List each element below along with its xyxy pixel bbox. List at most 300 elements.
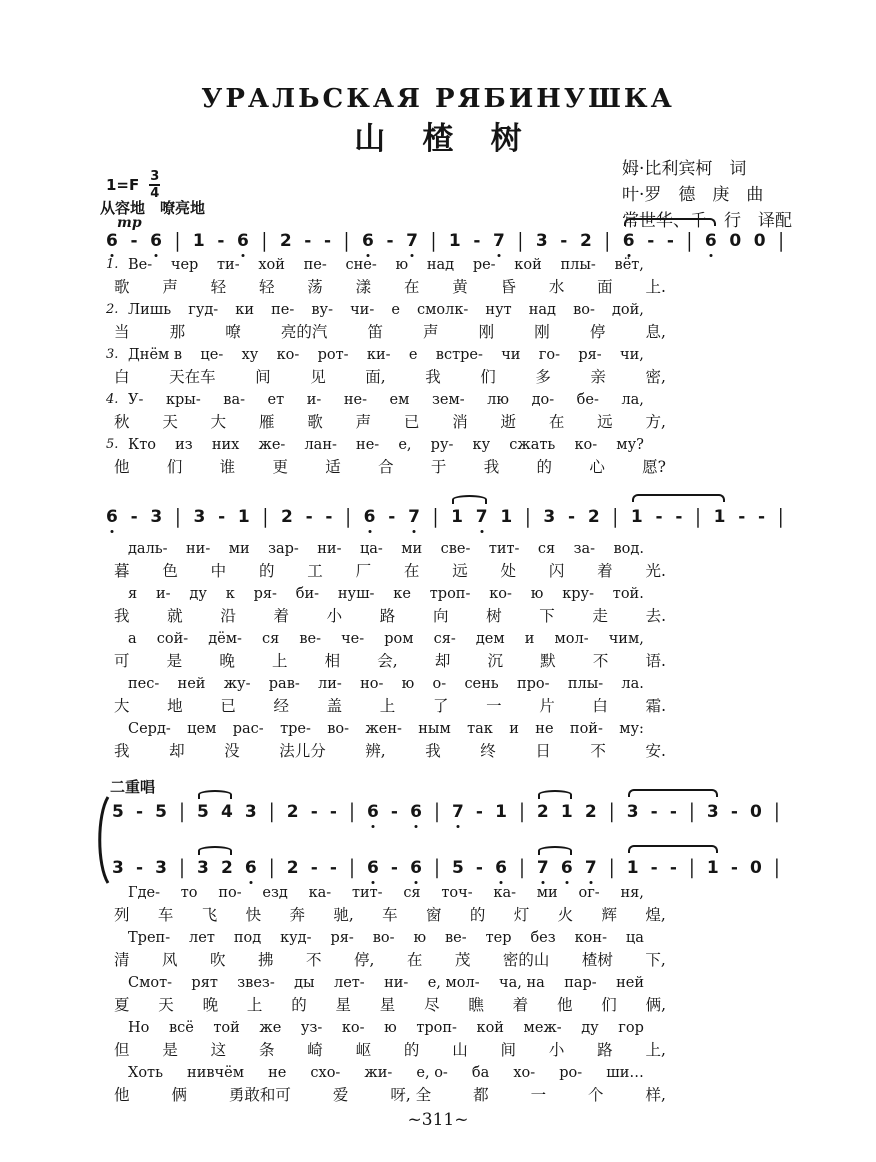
- barline: |: [430, 229, 437, 253]
- duration-dash: -: [647, 231, 655, 251]
- syllable-russian: ве-: [299, 631, 322, 647]
- syllable-russian: ни-: [384, 975, 409, 991]
- syllable-russian: чи-: [350, 302, 375, 318]
- syllable-chinese: 歌: [307, 413, 323, 431]
- note: 7: [584, 858, 597, 878]
- syllable-chinese: 了: [432, 697, 449, 715]
- duration-dash: -: [386, 231, 394, 251]
- syllable-chinese: 相: [324, 652, 341, 670]
- note: 1: [237, 507, 250, 527]
- lyrics-russian-row: [106, 390, 644, 411]
- syllable-chinese: 是: [166, 652, 183, 670]
- syllable-chinese: 灯: [513, 906, 530, 924]
- syllable-russian: нивчём: [187, 1065, 244, 1081]
- syllable-russian: е, мол-: [427, 975, 480, 991]
- syllable-russian: ми: [536, 885, 558, 901]
- syllable-russian: ку: [472, 437, 491, 453]
- verse-number: 3.: [106, 347, 119, 362]
- duration-dash: -: [666, 231, 674, 251]
- lyrics-chinese-row: [114, 560, 666, 583]
- syllable-russian: ря-: [578, 347, 602, 363]
- syllable-russian: ко-: [341, 1020, 365, 1036]
- syllable-russian: нуш-: [337, 586, 375, 602]
- syllable-russian: ю: [413, 930, 427, 946]
- duration-dash: -: [475, 802, 483, 822]
- syllable-russian: во-: [372, 930, 395, 946]
- syllable-russian: ко-: [574, 437, 598, 453]
- syllable-chinese: 不: [590, 742, 606, 760]
- duration-dash: -: [323, 231, 332, 251]
- syllable-russian: не-: [343, 392, 367, 408]
- syllable-russian: так: [467, 721, 493, 737]
- syllable-russian: пе-: [271, 302, 295, 318]
- syllable-russian: Ве-: [128, 257, 153, 273]
- syllable-russian: а: [128, 631, 137, 647]
- syllable-chinese: 逝: [500, 413, 517, 431]
- music-line-1: [106, 230, 784, 254]
- syllable-chinese: 漾: [355, 278, 372, 296]
- syllable-chinese: 是: [162, 1041, 178, 1059]
- syllable-russian: вёт,: [614, 257, 644, 273]
- duration-dash: -: [390, 858, 398, 878]
- verse-number: 1.: [106, 257, 119, 272]
- syllable-chinese: 们: [601, 996, 617, 1014]
- barline: |: [695, 505, 701, 529]
- syllable-russian: же: [259, 1020, 282, 1036]
- credits-block: [622, 156, 792, 234]
- note: 3: [193, 507, 206, 527]
- note: 1: [448, 231, 461, 251]
- syllable-russian: них: [211, 437, 240, 453]
- lyrics-chinese-row: [114, 1084, 666, 1107]
- syllable-russian: всё: [168, 1020, 194, 1036]
- barline: |: [349, 856, 355, 880]
- syllable-russian: Хоть: [128, 1065, 163, 1081]
- syllable-russian: ем: [389, 392, 410, 408]
- syllable-chinese: 日: [535, 742, 551, 760]
- syllable-chinese: 色: [162, 562, 178, 580]
- syllable-chinese: 天: [162, 413, 178, 431]
- lyrics-russian-row: [128, 973, 644, 994]
- note: 6: [560, 858, 573, 878]
- syllable-chinese: 着: [597, 562, 613, 580]
- syllable-russian: ся-: [433, 631, 456, 647]
- note: 1: [192, 231, 205, 251]
- syllable-russian: че-: [341, 631, 365, 647]
- syllable-russian: ре-: [472, 257, 496, 273]
- syllable-chinese: 晚: [202, 996, 219, 1014]
- note: 6: [363, 507, 376, 527]
- syllable-russian: дём-: [208, 631, 242, 647]
- verse-block-3: [106, 883, 784, 1108]
- key-label: 1=F: [106, 176, 140, 194]
- lyrics-chinese-row: [114, 456, 666, 479]
- lyrics-russian-row: [128, 1063, 644, 1084]
- syllable-chinese: 星: [335, 996, 351, 1014]
- syllable-russian: ром: [384, 631, 414, 647]
- syllable-chinese: 笛: [367, 323, 383, 341]
- syllable-chinese: 声: [423, 323, 439, 341]
- syllable-chinese: 可: [114, 652, 130, 670]
- duration-dash: -: [669, 858, 677, 878]
- syllable-chinese: 当: [114, 323, 130, 341]
- syllable-russian: Треп-: [128, 930, 171, 946]
- note: 3: [155, 858, 167, 878]
- syllable-russian: тит-: [488, 541, 520, 557]
- syllable-chinese: 白: [114, 368, 130, 386]
- syllable-chinese: 的: [536, 458, 553, 476]
- page-number: ~311~: [407, 1110, 469, 1130]
- syllable-russian: кры-: [165, 392, 201, 408]
- syllable-chinese: 方,: [645, 413, 666, 431]
- syllable-russian: пой-: [569, 721, 603, 737]
- syllable-chinese: 暮: [114, 562, 130, 580]
- lyrics-russian-row: [106, 255, 644, 276]
- syllable-chinese: 上.: [645, 278, 666, 296]
- syllable-russian: той: [213, 1020, 240, 1036]
- syllable-russian: ю: [384, 1020, 397, 1036]
- barline: |: [268, 800, 275, 824]
- barline: |: [778, 229, 784, 253]
- duration-dash: -: [568, 507, 576, 527]
- syllable-chinese: 大: [210, 413, 227, 431]
- syllable-chinese: 们: [166, 458, 183, 476]
- syllable-chinese: 呀, 全: [390, 1086, 432, 1104]
- syllable-russian: сжать: [509, 437, 556, 453]
- duration-dash: -: [329, 858, 337, 878]
- rest-note: 0: [750, 802, 762, 822]
- syllable-chinese: 的: [291, 996, 307, 1014]
- syllable-chinese: 楂树: [581, 951, 613, 969]
- duration-dash: -: [310, 858, 318, 878]
- syllable-russian: ю: [401, 676, 415, 692]
- syllable-chinese: 晚: [219, 652, 235, 670]
- syllable-chinese: 远: [452, 562, 468, 580]
- syllable-chinese: 山: [452, 1041, 468, 1059]
- syllable-chinese: 小: [548, 1041, 565, 1059]
- syllable-chinese: 下,: [645, 951, 666, 969]
- syllable-russian: ва-: [223, 392, 245, 408]
- note: 2: [279, 231, 292, 251]
- syllable-russian: о-: [432, 676, 447, 692]
- syllable-chinese: 我: [114, 742, 130, 760]
- syllable-chinese: 沉: [487, 652, 504, 670]
- syllable-russian: Где-: [128, 885, 161, 901]
- syllable-russian: той.: [612, 586, 644, 602]
- rest-note: 0: [753, 231, 766, 251]
- syllable-chinese: 在: [548, 413, 565, 431]
- syllable-chinese: 法儿分: [279, 742, 326, 760]
- note: 6: [495, 858, 507, 878]
- syllable-russian: тре-: [280, 721, 311, 737]
- syllable-russian: вод.: [613, 541, 644, 557]
- syllable-chinese: 安.: [645, 742, 666, 760]
- syllable-chinese: 闪: [548, 562, 565, 580]
- barline: |: [604, 229, 611, 253]
- barline: |: [524, 505, 531, 529]
- barline: |: [686, 229, 693, 253]
- note: 2: [280, 507, 293, 527]
- lyrics-chinese-row: [114, 366, 666, 389]
- syllable-chinese: 愿?: [642, 458, 666, 476]
- syllable-russian: Лишь: [128, 302, 172, 318]
- duration-dash: -: [758, 507, 766, 527]
- syllable-russian: Но: [128, 1020, 150, 1036]
- syllable-chinese: 间: [255, 368, 271, 386]
- syllable-chinese: 不: [592, 652, 609, 670]
- syllable-chinese: 心: [589, 458, 605, 476]
- verse-pair: [106, 539, 784, 583]
- barline: |: [174, 229, 181, 253]
- lyrics-chinese-row: [114, 1039, 666, 1062]
- syllable-chinese: 处: [500, 562, 517, 580]
- barline: |: [432, 505, 439, 529]
- title-chinese: 山楂树: [354, 121, 559, 157]
- duration-dash: -: [655, 507, 663, 527]
- note: 2: [220, 858, 233, 878]
- syllable-chinese: 更: [272, 458, 288, 476]
- syllable-russian: сой-: [156, 631, 189, 647]
- syllable-russian: ка-: [493, 885, 516, 901]
- note: 7: [408, 507, 420, 527]
- duration-dash: -: [730, 802, 738, 822]
- syllable-chinese: 火: [557, 906, 574, 924]
- syllable-russian: кой: [514, 257, 542, 273]
- syllable-chinese: 俩,: [645, 996, 666, 1014]
- duration-dash: -: [135, 802, 144, 822]
- syllable-russian: го-: [538, 347, 561, 363]
- credit-translators: 常世华、千 行 译配: [622, 211, 792, 231]
- syllable-russian: чи: [501, 347, 521, 363]
- syllable-chinese: 片: [539, 697, 555, 715]
- syllable-chinese: 经: [273, 697, 289, 715]
- lyrics-russian-row: [128, 674, 644, 695]
- note: 5: [451, 858, 464, 878]
- duration-dash: -: [669, 802, 677, 822]
- syllable-chinese: 声: [162, 278, 178, 296]
- note: 6: [244, 858, 257, 878]
- syllable-russian: смолк-: [417, 302, 469, 318]
- syllable-chinese: 黄: [452, 278, 468, 296]
- duet-label: 二重唱: [110, 778, 156, 796]
- note: 3: [535, 231, 548, 251]
- verse-pair: [106, 674, 784, 718]
- syllable-chinese: 驰,: [333, 906, 354, 924]
- note: 7: [475, 507, 488, 527]
- duration-dash: -: [310, 802, 318, 822]
- syllable-russian: не-: [356, 437, 380, 453]
- note: 6: [106, 231, 118, 251]
- syllable-russian: нут: [485, 302, 512, 318]
- lyrics-russian-row: [106, 345, 644, 366]
- verse-pair: [106, 255, 784, 299]
- note: 6: [237, 231, 249, 251]
- note: 6: [410, 858, 422, 878]
- syllable-chinese: 却: [434, 652, 451, 670]
- syllable-russian: ря-: [330, 930, 354, 946]
- verse-pair: [106, 390, 784, 434]
- syllable-chinese: 水: [548, 278, 565, 296]
- syllable-russian: рот-: [317, 347, 349, 363]
- syllable-russian: ни-: [317, 541, 342, 557]
- syllable-chinese: 我: [114, 607, 130, 625]
- slur-arc: [198, 846, 232, 855]
- syllable-russian: Кто: [128, 437, 156, 453]
- syllable-chinese: 却: [169, 742, 185, 760]
- syllable-chinese: 盖: [326, 697, 343, 715]
- syllable-russian: ным: [418, 721, 451, 737]
- barline: |: [608, 800, 615, 824]
- verse-number: 4.: [106, 392, 119, 407]
- syllable-russian: даль-: [128, 541, 168, 557]
- note: 3: [112, 858, 124, 878]
- syllable-chinese: 于: [430, 458, 447, 476]
- barline: |: [774, 800, 780, 824]
- syllable-russian: ду: [581, 1020, 599, 1036]
- note: 1: [451, 507, 463, 527]
- note: 1: [626, 858, 639, 878]
- syllable-chinese: 刚: [534, 323, 550, 341]
- duration-dash: -: [650, 858, 658, 878]
- note: 1: [500, 507, 513, 527]
- lyrics-russian-row: [106, 435, 644, 456]
- note: 7: [536, 858, 549, 878]
- syllable-russian: му:: [619, 721, 644, 737]
- syllable-russian: ней: [177, 676, 206, 692]
- syllable-russian: над: [426, 257, 455, 273]
- lyrics-russian-row: [106, 300, 644, 321]
- syllable-russian: ши…: [606, 1065, 644, 1081]
- syllable-chinese: 消: [452, 413, 468, 431]
- syllable-chinese: 在: [403, 562, 420, 580]
- syllable-russian: У-: [128, 392, 144, 408]
- syllable-russian: жен-: [365, 721, 402, 737]
- syllable-chinese: 面,: [365, 368, 386, 386]
- syllable-chinese: 他: [556, 996, 573, 1014]
- syllable-russian: во-: [573, 302, 595, 318]
- duet-brace: [95, 795, 111, 885]
- syllable-chinese: 间: [500, 1041, 517, 1059]
- syllable-russian: жу-: [223, 676, 251, 692]
- note: 3: [543, 507, 556, 527]
- syllable-russian: ца: [625, 930, 644, 946]
- duration-dash: -: [388, 507, 396, 527]
- note: 2: [587, 507, 600, 527]
- syllable-russian: лет-: [333, 975, 365, 991]
- syllable-chinese: 个: [588, 1086, 604, 1104]
- syllable-chinese: 上: [379, 697, 396, 715]
- syllable-chinese: 在: [406, 951, 423, 969]
- lyrics-russian-row: [128, 928, 644, 949]
- syllable-chinese: 工: [307, 562, 323, 580]
- syllable-chinese: 会,: [377, 652, 398, 670]
- verse-number: 2.: [106, 302, 119, 317]
- syllable-russian: зем-: [431, 392, 465, 408]
- note: 6: [704, 231, 717, 251]
- syllable-russian: меж-: [523, 1020, 562, 1036]
- note: 1: [630, 507, 643, 527]
- rest-note: 0: [729, 231, 742, 251]
- syllable-chinese: 轻: [210, 278, 227, 296]
- duration-dash: -: [473, 231, 481, 251]
- syllable-chinese: 远: [597, 413, 613, 431]
- syllable-russian: ет: [267, 392, 285, 408]
- syllable-chinese: 终: [480, 742, 496, 760]
- slur-arc: [538, 790, 572, 799]
- syllable-chinese: 下: [539, 607, 555, 625]
- syllable-chinese: 停,: [354, 951, 375, 969]
- syllable-chinese: 夏: [114, 996, 130, 1014]
- syllable-chinese: 爱: [332, 1086, 349, 1104]
- syllable-russian: ве-: [445, 930, 467, 946]
- syllable-russian: рас-: [232, 721, 264, 737]
- syllable-russian: чим,: [608, 631, 644, 647]
- syllable-chinese: 他: [114, 1086, 130, 1104]
- lyrics-russian-row: [128, 584, 644, 605]
- syllable-russian: це-: [200, 347, 224, 363]
- syllable-chinese: 息,: [645, 323, 666, 341]
- syllable-chinese: 光.: [645, 562, 666, 580]
- syllable-chinese: 路: [597, 1041, 613, 1059]
- syllable-chinese: 见: [310, 368, 326, 386]
- tie-arc: [628, 789, 718, 797]
- syllable-russian: ро-: [559, 1065, 583, 1081]
- barline: |: [519, 856, 525, 880]
- syllable-chinese: 列: [114, 906, 130, 924]
- syllable-chinese: 面: [597, 278, 613, 296]
- note: 6: [150, 231, 162, 251]
- barline: |: [689, 800, 695, 824]
- syllable-chinese: 着: [512, 996, 529, 1014]
- lyrics-chinese-row: [114, 695, 666, 718]
- lyrics-chinese-row: [114, 994, 666, 1017]
- syllable-russian: би-: [295, 586, 320, 602]
- syllable-chinese: 亲: [590, 368, 606, 386]
- syllable-chinese: 秋: [114, 413, 130, 431]
- syllable-russian: схо-: [310, 1065, 341, 1081]
- syllable-russian: ся: [403, 885, 421, 901]
- syllable-russian: но-: [360, 676, 384, 692]
- note: 1: [495, 802, 507, 822]
- syllable-chinese: 那: [169, 323, 186, 341]
- barline: |: [179, 800, 185, 824]
- credit-lyricist: 姆·比利宾柯 词: [622, 159, 747, 179]
- syllable-chinese: 都: [473, 1086, 489, 1104]
- syllable-chinese: 嘹: [225, 323, 241, 341]
- barline: |: [774, 856, 780, 880]
- barline: |: [517, 229, 524, 253]
- syllable-chinese: 瞧: [468, 996, 484, 1014]
- syllable-chinese: 俩: [171, 1086, 187, 1104]
- barline: |: [175, 505, 181, 529]
- lyrics-chinese-row: [114, 949, 666, 972]
- verse-block-2: [106, 539, 784, 764]
- verse-pair: [106, 1018, 784, 1062]
- barline: |: [268, 856, 275, 880]
- verse-pair: [106, 435, 784, 479]
- verse-pair: [106, 629, 784, 673]
- syllable-russian: ла,: [621, 392, 644, 408]
- syllable-chinese: 他: [114, 458, 130, 476]
- syllable-russian: тер: [485, 930, 512, 946]
- syllable-russian: и: [524, 631, 535, 647]
- syllable-russian: ки-: [366, 347, 391, 363]
- syllable-chinese: 的: [258, 562, 275, 580]
- verse-pair: [106, 928, 784, 972]
- duration-dash: -: [675, 507, 683, 527]
- syllable-russian: дем: [475, 631, 505, 647]
- syllable-russian: ву-: [311, 302, 333, 318]
